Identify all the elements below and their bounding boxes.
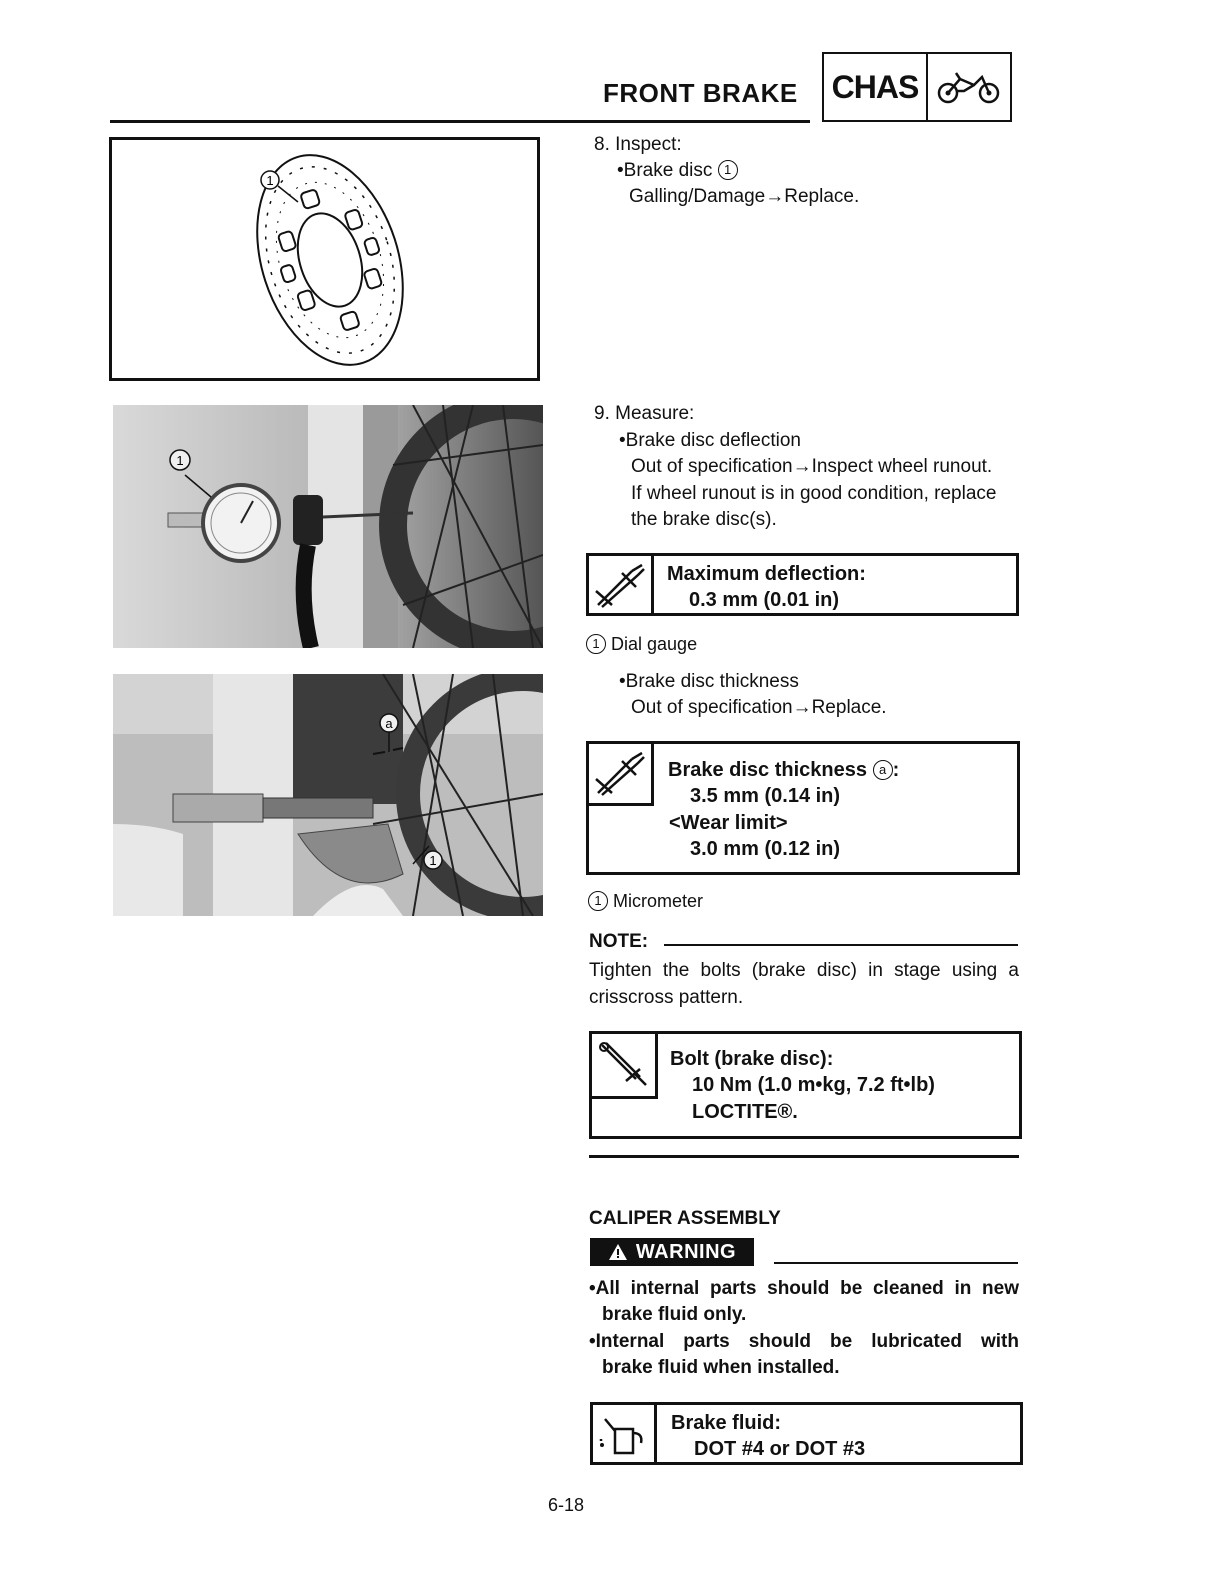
spec-value: 10 Nm (1.0 m•kg, 7.2 ft•lb) — [692, 1074, 935, 1096]
ref-marker: 1 — [586, 634, 606, 654]
spec-value: 3.5 mm (0.14 in) — [690, 785, 841, 807]
caliper-heading: CALIPER ASSEMBLY — [589, 1208, 781, 1229]
callout-1: 1 — [429, 853, 437, 868]
note-rule — [664, 944, 1018, 946]
note-line: Tighten the bolts (brake disc) in stage using a — [589, 960, 1019, 981]
spec-limit-label: <Wear limit> — [669, 812, 788, 834]
warning-bullet: •Internal parts should be lubricated with — [589, 1331, 1019, 1352]
section-label: CHAS — [824, 54, 928, 120]
warning-triangle-icon — [608, 1243, 628, 1261]
callout-1: 1 — [176, 453, 184, 468]
spec-box-deflection — [586, 553, 1019, 616]
step-8-item: •Brake disc 1 — [617, 158, 738, 185]
step-8-result: Galling/Damage→Replace. — [629, 186, 860, 207]
motorcycle-icon — [928, 54, 1010, 120]
warning-badge — [590, 1238, 754, 1266]
legend-micrometer: 1 Micrometer — [588, 888, 703, 915]
section-divider — [589, 1155, 1019, 1158]
thickness-result: Out of specification→Replace. — [631, 697, 887, 718]
dial-gauge-photo — [113, 405, 543, 648]
step-9-item: •Brake disc deflection — [619, 430, 801, 451]
step-9-heading: 9. Measure: — [594, 403, 695, 424]
warning-rule — [774, 1262, 1018, 1264]
spec-box-fluid — [590, 1402, 1023, 1465]
ref-marker: a — [873, 760, 893, 780]
spec-box-bolt — [589, 1031, 1022, 1139]
spec-label: Brake fluid: — [671, 1412, 782, 1434]
brake-disc-figure — [109, 137, 540, 381]
thickness-item: •Brake disc thickness — [619, 671, 799, 692]
note-line: crisscross pattern. — [589, 987, 744, 1008]
spec-box-thickness — [586, 741, 1020, 875]
spec-limit-value: 3.0 mm (0.12 in) — [690, 838, 841, 860]
header-rule — [110, 120, 810, 123]
micrometer-photo — [113, 674, 543, 916]
section-badge — [822, 52, 1012, 122]
caliper-icon — [589, 744, 654, 806]
page-number: 6-18 — [548, 1495, 585, 1515]
spec-value: DOT #4 or DOT #3 — [694, 1438, 866, 1460]
caliper-icon — [589, 556, 654, 616]
spec-extra: LOCTITE®. — [692, 1101, 798, 1123]
step-9-line: If wheel runout is in good condition, replace — [631, 483, 997, 504]
warning-bullet-cont: brake fluid only. — [602, 1304, 747, 1325]
warning-bullet: •All internal parts should be cleaned in new — [589, 1278, 1019, 1299]
oil-can-icon — [593, 1405, 657, 1465]
ref-marker: 1 — [588, 891, 608, 911]
step-8-heading: 8. Inspect: — [594, 134, 682, 155]
spec-label: Maximum deflection: — [667, 563, 866, 585]
step-9-line: Out of specification→Inspect wheel runout. — [631, 456, 993, 477]
note-label: NOTE: — [589, 931, 649, 952]
step-9-line: the brake disc(s). — [631, 509, 777, 530]
page-title: FRONT BRAKE — [603, 78, 798, 108]
legend-dial-gauge: 1 Dial gauge — [586, 631, 697, 658]
spec-value: 0.3 mm (0.01 in) — [689, 589, 840, 611]
torque-wrench-icon — [592, 1034, 658, 1099]
callout-1: 1 — [266, 173, 274, 188]
warning-label: WARNING — [635, 1240, 737, 1263]
warning-bullet-cont: brake fluid when installed. — [602, 1357, 840, 1378]
spec-label: Bolt (brake disc): — [670, 1048, 834, 1070]
callout-a: a — [385, 716, 393, 731]
ref-marker: 1 — [718, 160, 738, 180]
spec-label: Brake disc thickness a : — [668, 759, 900, 781]
